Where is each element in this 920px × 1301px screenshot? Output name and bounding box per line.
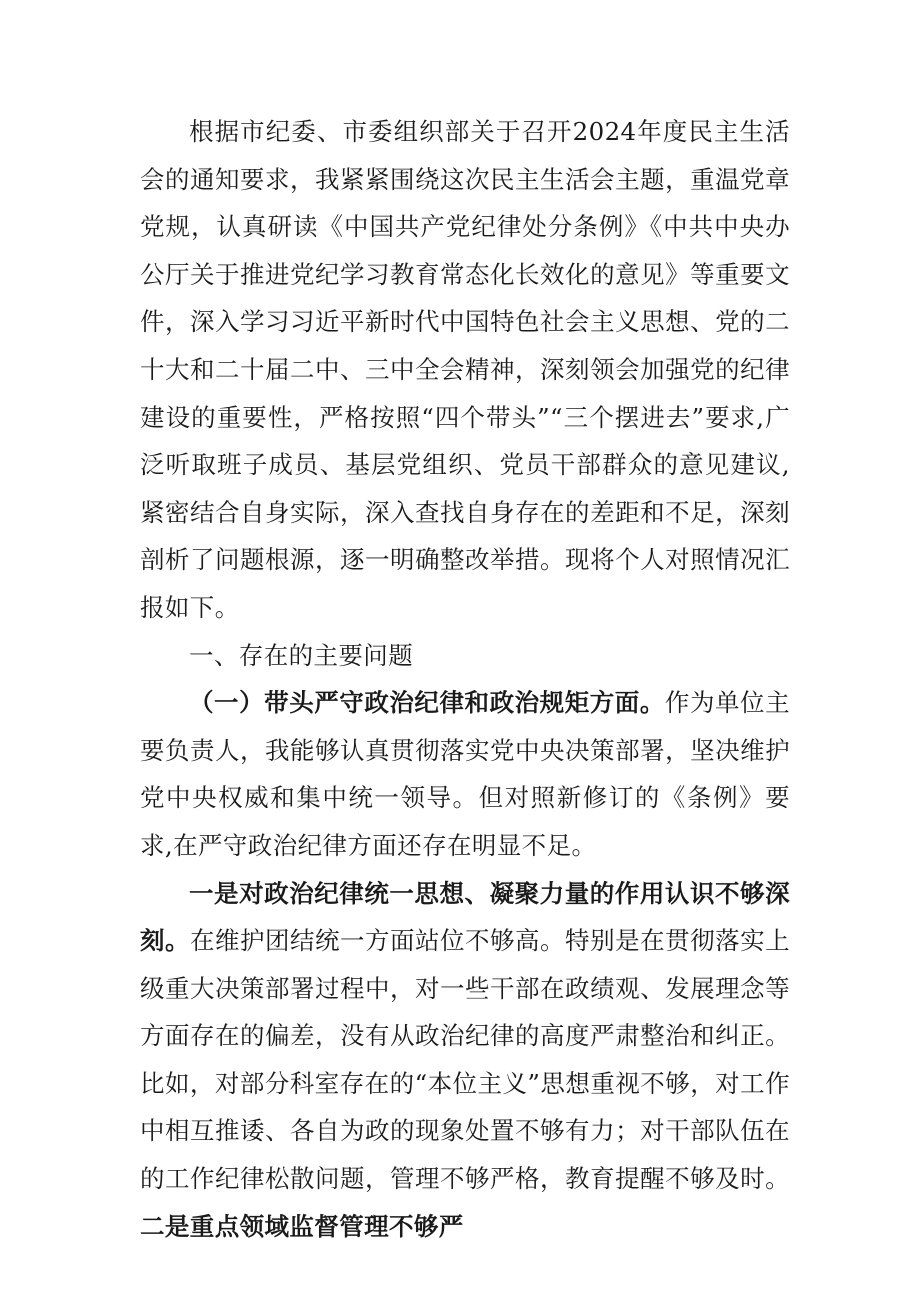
point-paragraph-1 — [140, 870, 790, 1251]
sub-section-paragraph-1 — [140, 679, 790, 869]
point-title-2: 二是重点领域监督管理不够严 — [140, 1211, 464, 1241]
section-heading-problems: 一、存在的主要问题 — [189, 640, 414, 670]
point-title-1: 一是对政治纪律统一思想、凝聚力量的作用认识不够深刻。 — [140, 878, 790, 956]
point-body-1: 在维护团结统一方面站位不够高。特别是在贯彻落实上级重大决策部署过程中，对一些干部在政绩观、发展理念等方面存在的偏差，没有从政治纪律的高度严肃整治和纠正。比如，对部分科室存在的“本位主义”思想重视不够，对工作中相互推诿、各自为政的现象处置不够有力；对干部队伍在的工作纪律松散问题，管理不够严格，教育提醒不够及时。 — [140, 926, 790, 1194]
document-body — [140, 108, 790, 1250]
sub-section-title-1: （一）带头严守政治纪律和政治规矩方面。 — [189, 688, 665, 718]
sub-section-body-1: 作为单位主要负责人，我能够认真贯彻落实党中央决策部署，坚决维护党中央权威和集中统一领导。但对照新修订的《条例》要求,在严守政治纪律方面还存在明显不足。 — [140, 688, 790, 860]
intro-paragraph: 根据市纪委、市委组织部关于召开2024年度民主生活会的通知要求，我紧紧围绕这次民主生活会主题，重温党章党规，认真研读《中国共产党纪律处分条例》《中共中央办公厅关于推进党纪学习教育常态化长效化的意见》等重要文件，深入学习习近平新时代中国特色社会主义思想、党的二十大和二十届二中、三中全会精神，深刻领会加强党的纪律建设的重要性，严格按照“四个带头”“三个摆进去”要求,广泛听取班子成员、基层党组织、党员干部群众的意见建议,紧密结合自身实际，深入查找自身存在的差距和不足，深刻剖析了问题根源，逐一明确整改举措。现将个人对照情况汇报如下。 — [140, 117, 790, 622]
